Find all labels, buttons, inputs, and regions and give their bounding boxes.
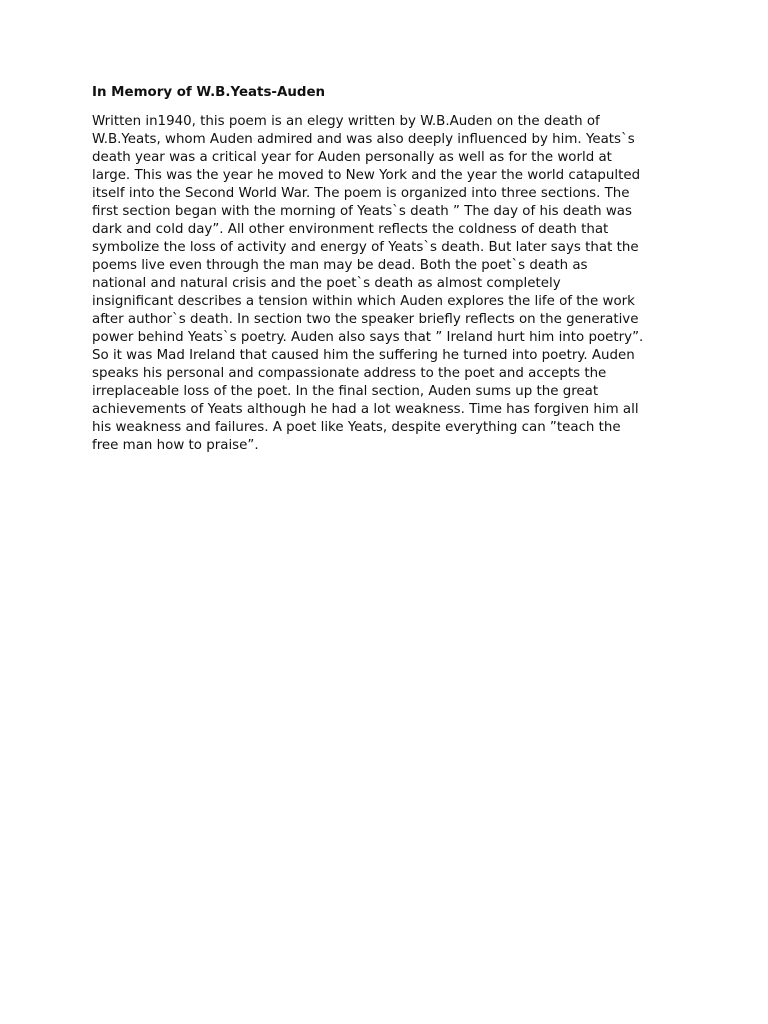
body-line: power behind Yeats`s poetry. Auden also says that ” Ireland hurt him into poetry”. [92,330,644,345]
body-line: itself into the Second World War. The poem is organized into three sections. The [92,186,630,201]
body-line: insignificant describes a tension within which Auden explores the life of the work [92,294,635,309]
body-line: Written in1940, this poem is an elegy written by W.B.Auden on the death of [92,114,600,129]
body-line: achievements of Yeats although he had a lot weakness. Time has forgiven him all [92,402,639,417]
body-line: W.B.Yeats, whom Auden admired and was also deeply influenced by him. Yeats`s [92,132,635,147]
body-line: after author`s death. In section two the speaker briefly reflects on the generative [92,312,639,327]
body-line: irreplaceable loss of the poet. In the final section, Auden sums up the great [92,384,599,399]
body-line: poems live even through the man may be dead. Both the poet`s death as [92,258,588,273]
body-line: his weakness and failures. A poet like Yeats, despite everything can ”teach the [92,420,621,435]
body-line: symbolize the loss of activity and energy of Yeats`s death. But later says that the [92,240,639,255]
body-line: large. This was the year he moved to New York and the year the world catapulted [92,168,641,183]
body-line: national and natural crisis and the poet`s death as almost completely [92,276,561,291]
body-line: dark and cold day”. All other environment reflects the coldness of death that [92,222,609,237]
body-line: free man how to praise”. [92,438,259,453]
body-line: speaks his personal and compassionate address to the poet and accepts the [92,366,607,381]
body-line: death year was a critical year for Auden personally as well as for the world at [92,150,612,165]
document-title: In Memory of W.B.Yeats-Auden [92,85,326,100]
body-line: first section began with the morning of Yeats`s death ” The day of his death was [92,204,632,219]
body-line: So it was Mad Ireland that caused him the suffering he turned into poetry. Auden [92,348,635,363]
document-body [92,113,643,455]
